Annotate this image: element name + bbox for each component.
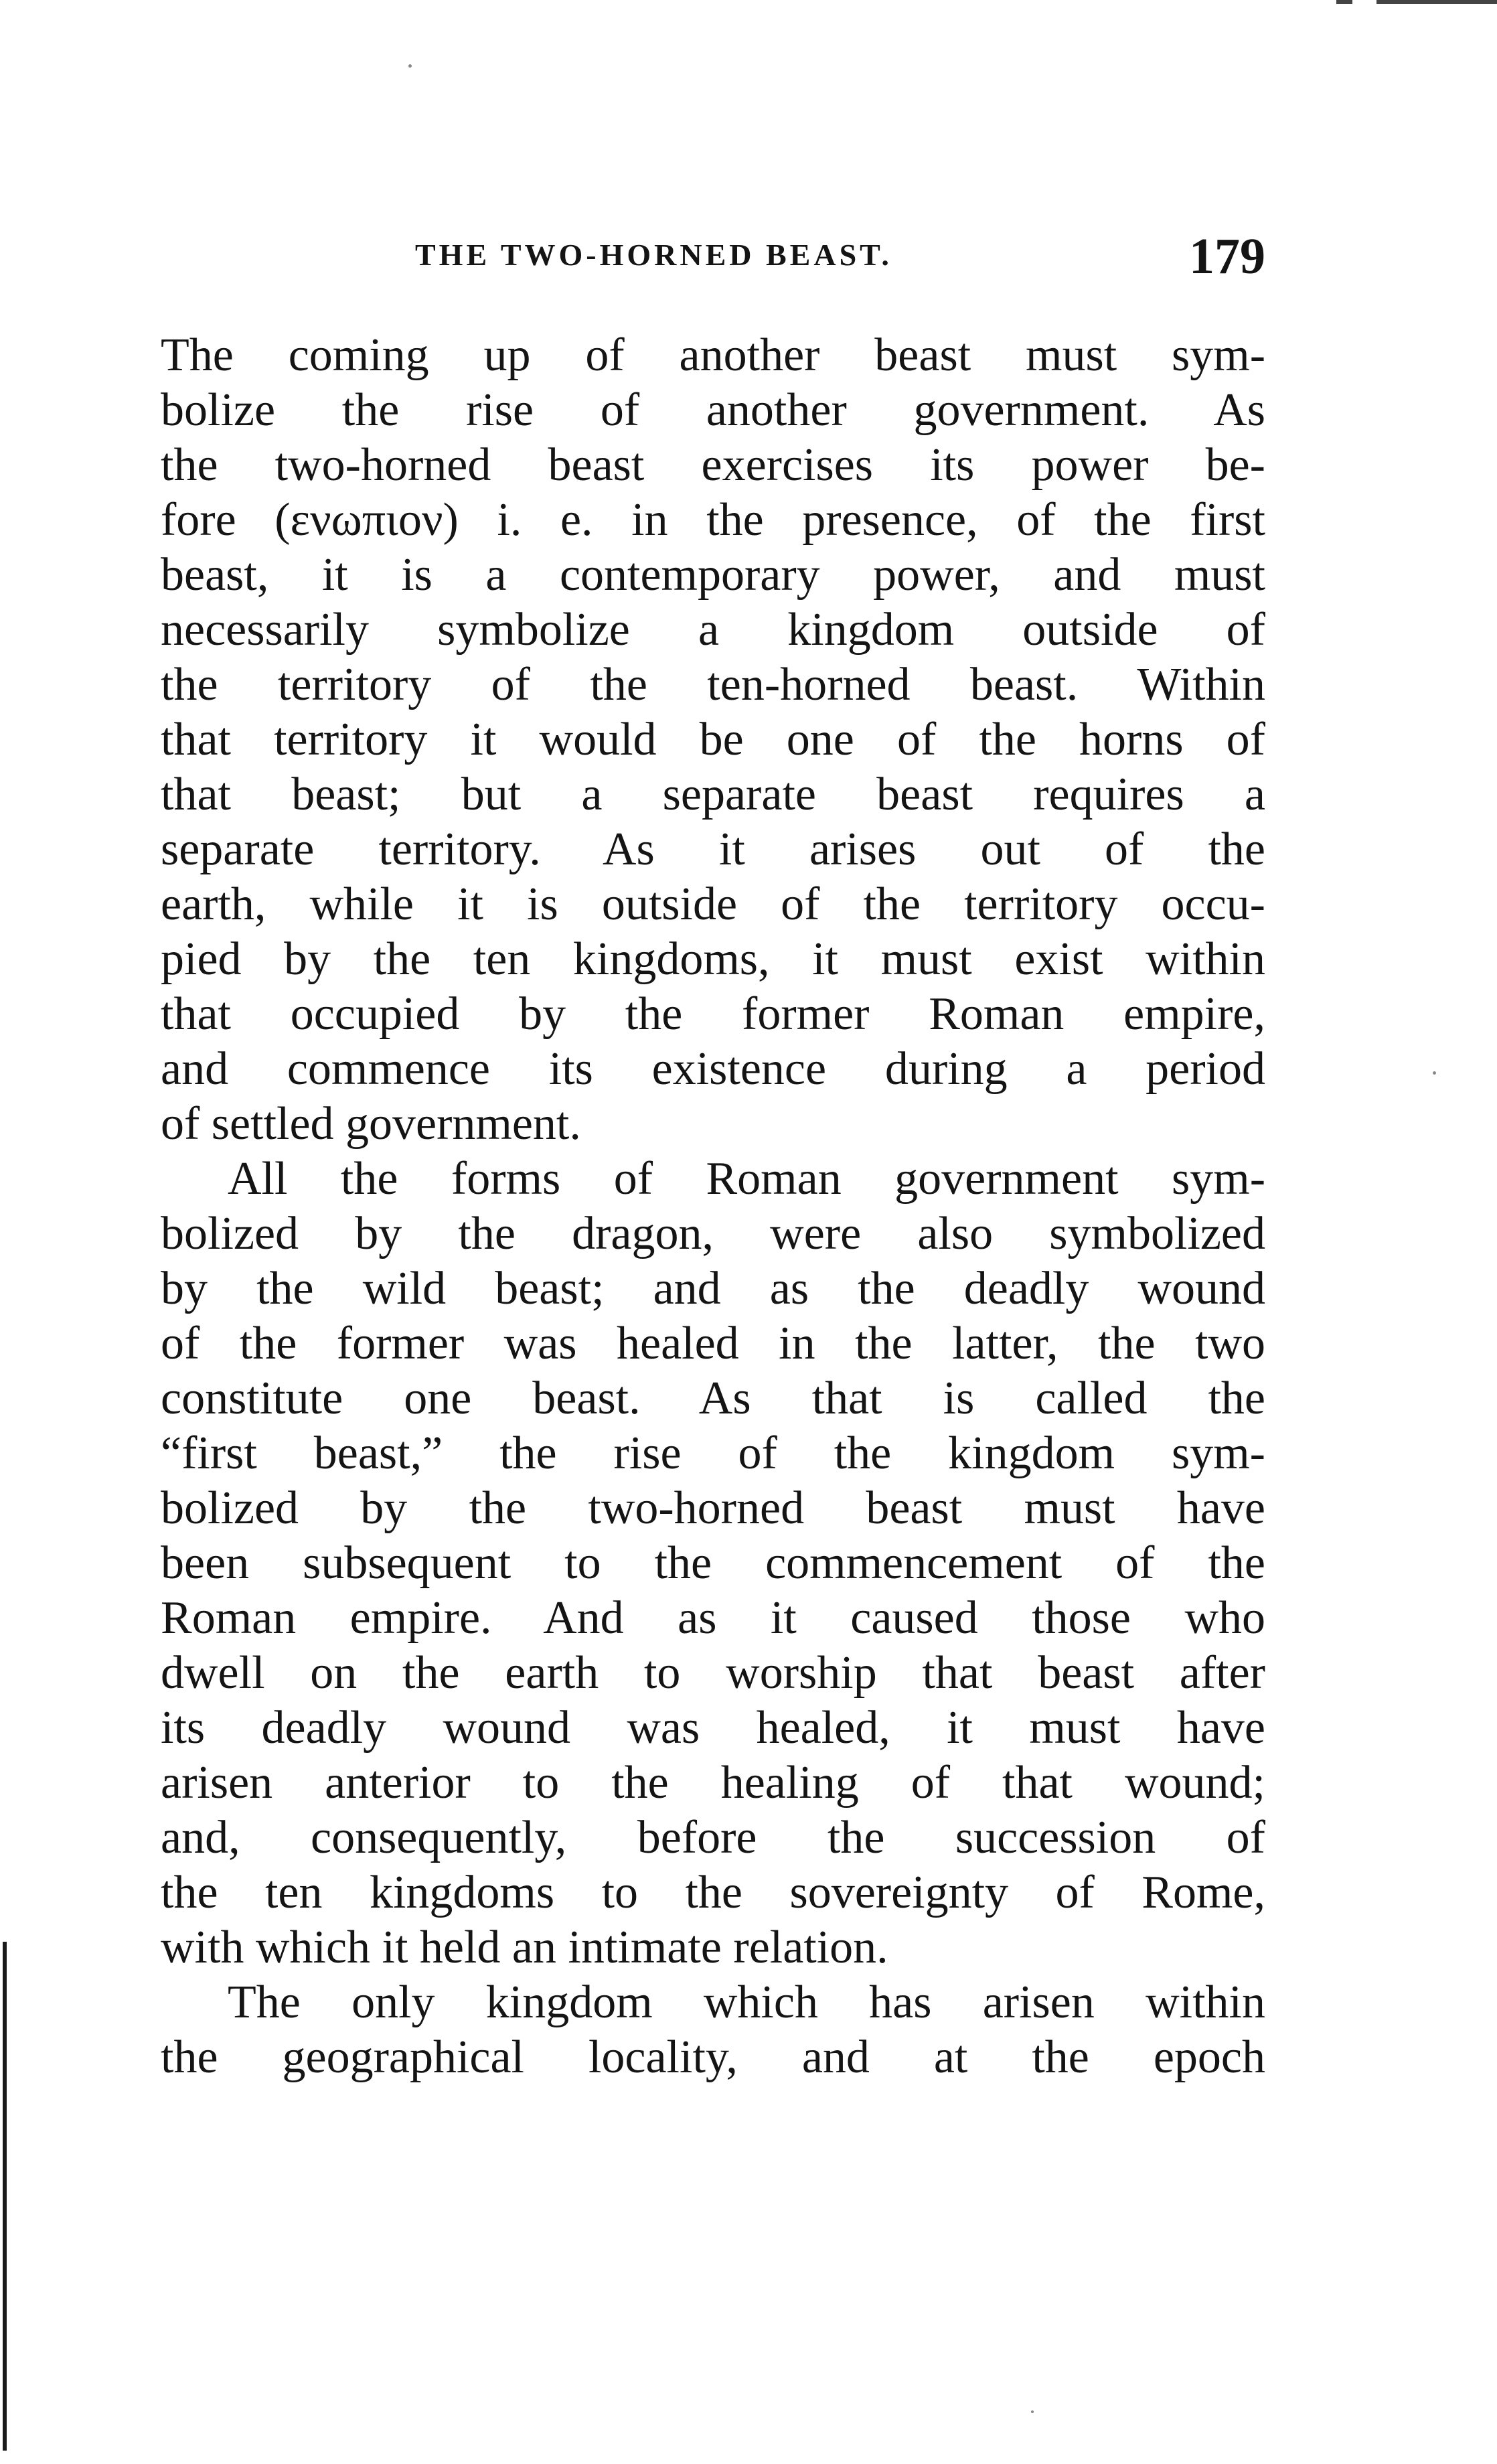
text-line: with which it held an intimate relation. xyxy=(161,1922,888,1973)
text-line: the geographical locality, and at the epoch xyxy=(161,2031,1265,2083)
text-line: constitute one beast. As that is called the xyxy=(161,1373,1265,1424)
text-line: by the wild beast; and as the deadly wound xyxy=(161,1263,1265,1314)
text-line: of settled government. xyxy=(161,1098,581,1150)
text-line: separate territory. As it arises out of the xyxy=(161,824,1265,875)
paper-speck xyxy=(408,64,412,68)
text-line: All the forms of Roman government sym- xyxy=(228,1153,1265,1205)
text-line: the territory of the ten-horned beast. Within xyxy=(161,659,1265,710)
page-number: 179 xyxy=(1189,228,1265,285)
text-line: been subsequent to the commencement of the xyxy=(161,1537,1265,1589)
body-text xyxy=(161,328,1265,2085)
text-line: arisen anterior to the healing of that wound; xyxy=(161,1757,1265,1808)
text-line: dwell on the earth to worship that beast after xyxy=(161,1647,1265,1699)
text-line: that beast; but a separate beast requires a xyxy=(161,769,1265,820)
gutter-edge-line xyxy=(3,1942,7,2451)
text-line: fore (ενωπιον) i. e. in the presence, of the first xyxy=(161,494,1265,546)
text-line: and, consequently, before the succession of xyxy=(161,1812,1265,1863)
text-line: bolized by the dragon, were also symbolized xyxy=(161,1208,1265,1259)
text-line: The only kingdom which has arisen within xyxy=(228,1977,1265,2028)
text-line: that territory it would be one of the horns of xyxy=(161,714,1265,765)
paper-speck xyxy=(1031,2410,1034,2413)
text-line: bolized by the two-horned beast must have xyxy=(161,1482,1265,1534)
text-line: and commence its existence during a period xyxy=(161,1043,1265,1095)
text-line: bolize the rise of another government. As xyxy=(161,384,1265,436)
text-line: of the former was healed in the latter, the two xyxy=(161,1318,1265,1369)
text-line: the ten kingdoms to the sovereignty of Rome, xyxy=(161,1867,1265,1918)
top-edge-rule xyxy=(1296,0,1497,4)
text-line: earth, while it is outside of the territory occu- xyxy=(161,878,1265,930)
text-line: Roman empire. And as it caused those who xyxy=(161,1592,1265,1644)
running-head xyxy=(161,228,1265,288)
text-line: that occupied by the former Roman empire, xyxy=(161,988,1265,1040)
text-line: its deadly wound was healed, it must have xyxy=(161,1702,1265,1754)
text-line: beast, it is a contemporary power, and must xyxy=(161,549,1265,601)
text-line: “first beast,” the rise of the kingdom sym- xyxy=(161,1428,1265,1479)
text-line: the two-horned beast exercises its power be- xyxy=(161,439,1265,491)
text-line: pied by the ten kingdoms, it must exist within xyxy=(161,933,1265,985)
paper-speck xyxy=(1433,1071,1436,1075)
text-line: necessarily symbolize a kingdom outside of xyxy=(161,604,1265,656)
text-line: The coming up of another beast must sym- xyxy=(161,329,1265,381)
running-title: THE TWO-HORNED BEAST. xyxy=(415,238,892,272)
